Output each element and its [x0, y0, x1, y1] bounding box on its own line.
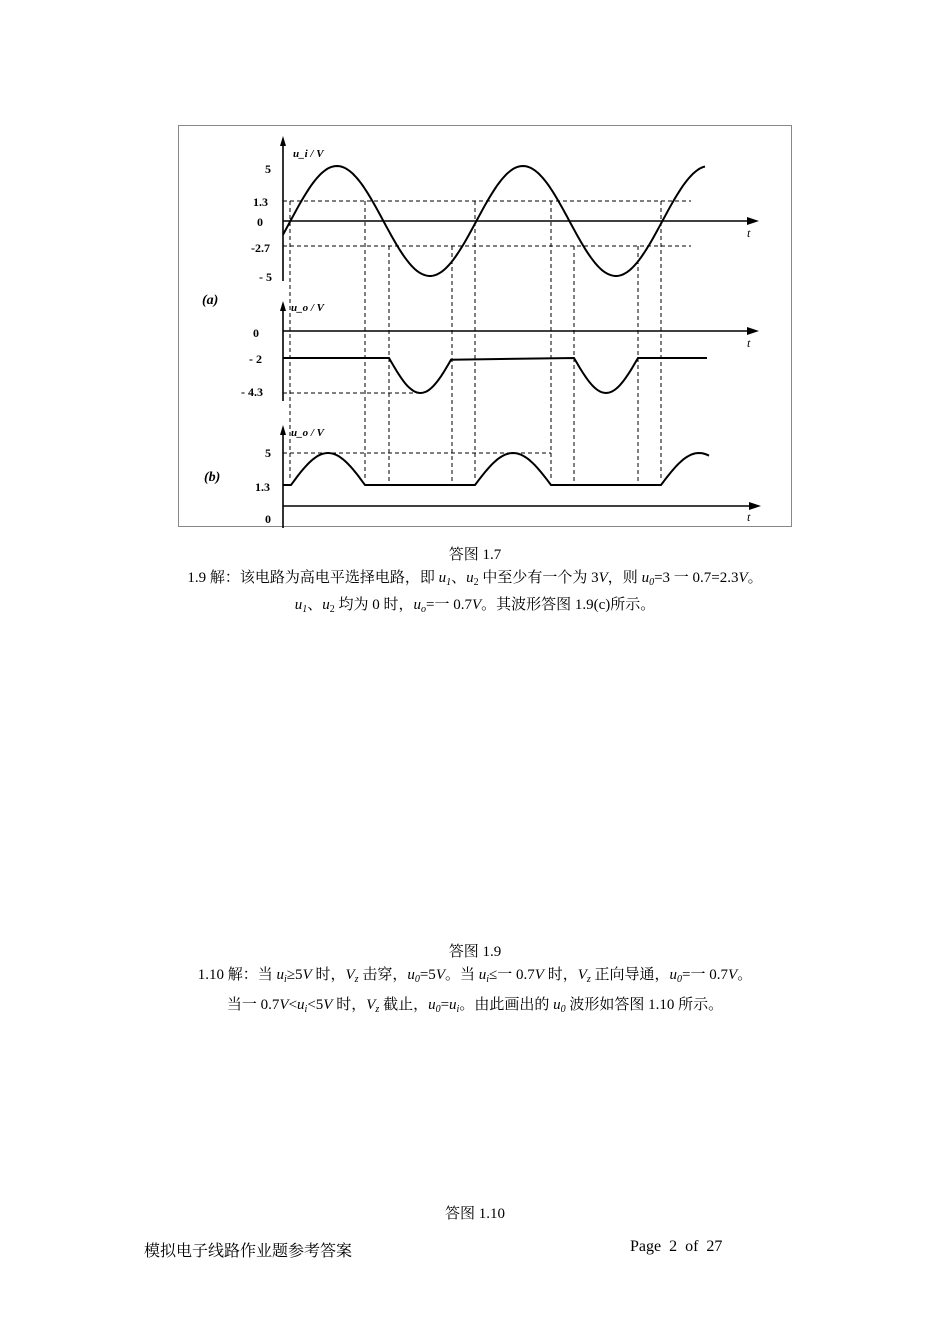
- axis-x-arrow-b: [749, 502, 761, 510]
- answer-1-9-line2: $u_1$、$u_2$ 均为 0 时，$u_o=$一 0.7V。其波形答图 1.9(c)所示。: [294, 597, 656, 615]
- panel-label-a: (a): [202, 293, 219, 308]
- caption-figure-1-7: 答图 1.7: [448, 547, 502, 563]
- tick-a-5: 5: [265, 162, 271, 176]
- caption-figure-1-9: 答图 1.9: [448, 944, 502, 960]
- tick-a-neg5: - 5: [259, 270, 272, 284]
- answer-1-10-line2: 当一 $0.7V<u_i<5V$ 时，$V_z$ 截止，$u_0=u_i$。由此画出的 $u_0$ 波形如答图 1.10 所示。: [226, 997, 724, 1015]
- projection-lines: [290, 201, 661, 481]
- xlabel-mid: t: [747, 336, 751, 350]
- axis-y-arrow-a: [280, 136, 286, 146]
- footer-page-number: Page 2 of 27: [630, 1238, 723, 1255]
- xlabel-b: t: [747, 510, 751, 524]
- answer-1-9-line1: 1.9 解：该电路为高电平选择电路，即 $u_1$、$u_2$ 中至少有一个为 3V，则 $u_0=3$ 一 0.7=2.3V。: [187, 570, 763, 588]
- tick-a-1.3: 1.3: [253, 195, 268, 209]
- ylabel-a: u_i / V: [293, 148, 324, 160]
- axis-x-arrow-mid: [747, 327, 759, 335]
- ylabel-mid: u_o / V: [291, 302, 325, 314]
- uo-b-wave: [283, 453, 709, 485]
- footer-document-title: 模拟电子线路作业题参考答案: [144, 1241, 353, 1260]
- ylabel-b: u_o / V: [291, 427, 325, 439]
- waveform-figure: [179, 126, 793, 528]
- xlabel-a: t: [747, 226, 751, 240]
- tick-mid-neg4.3: - 4.3: [241, 385, 263, 399]
- tick-b-0: 0: [265, 512, 271, 526]
- tick-a-neg2.7: -2.7: [251, 241, 270, 255]
- tick-mid-neg2: - 2: [249, 352, 262, 366]
- axis-x-arrow-a: [747, 217, 759, 225]
- panel-label-b: (b): [204, 470, 221, 485]
- tick-b-5: 5: [265, 446, 271, 460]
- tick-mid-0: 0: [253, 326, 259, 340]
- axis-y-arrow-mid: [280, 301, 286, 311]
- caption-figure-1-10: 答图 1.10: [444, 1206, 505, 1222]
- answer-1-10-line1: 1.10 解：当 $u_i\ge 5V$ 时，$V_z$ 击穿，$u_0=5V$。当 $u_i\le$一 0.7V 时，$V_z$ 正向导通，$u_0=$一 0.7V。: [197, 967, 753, 985]
- figure-1-7: [178, 125, 792, 527]
- tick-a-0: 0: [257, 215, 263, 229]
- uo-mid-wave: [283, 358, 707, 393]
- axis-y-arrow-b: [280, 425, 286, 435]
- tick-b-1.3: 1.3: [255, 480, 270, 494]
